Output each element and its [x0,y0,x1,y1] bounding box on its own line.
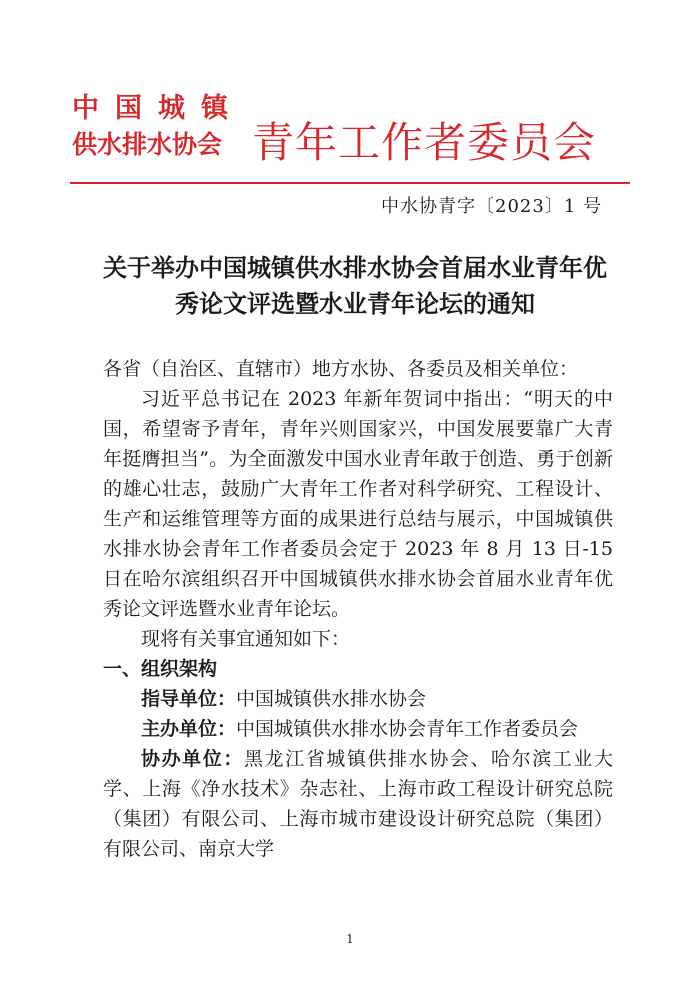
org-item-host [103,714,613,744]
org-item-value: 中国城镇供水排水协会青年工作者委员会 [236,718,579,740]
salutation: 各省（自治区、直辖市）地方水协、各委员及相关单位： [103,358,579,380]
letterhead [72,92,632,170]
notice-lead-paragraph: 现将有关事宜通知如下： [141,628,351,650]
committee-name: 青年工作者委员会 [252,118,597,167]
red-divider [70,182,630,184]
org-item-co-organizers [103,744,613,864]
org-item-value: 黑龙江省城镇供排水协会、哈尔滨工业大学、上海《净水技术》杂志社、上海市政工程设计研究总院（集团）有限公司、上海市城市建设设计研究总院（集团）有限公司、南京大学 [103,748,613,860]
notice-body [103,354,613,864]
document-number: 中水协青字〔2023〕1 号 [381,196,602,217]
org-item-label: 指导单位： [141,688,237,710]
org-item-label: 协办单位： [141,748,244,770]
section-heading: 一、组织架构 [103,658,218,680]
page-number: 1 [346,932,354,946]
org-item-value: 中国城镇供水排水协会 [236,688,427,710]
org-item-label: 主办单位： [141,718,237,740]
intro-paragraph: 习近平总书记在 2023 年新年贺词中指出：“明天的中国，希望寄予青年，青年兴则国家兴，中国发展要靠广大青年挺膺担当”。为全面激发中国水业青年敢于创造、勇于创新的雄心壮志，鼓励广大青年工作者对科学研究、工程设计、生产和运维管理等方面的成果进行总结与展示，中国城镇供水排水协会青年工作者委员会定于 2023 年 8 月 13 日-15 日在哈尔滨组织召开中国城镇供水排水协会首届水业青年优秀论文评选暨水业青年论坛。 [103,388,613,620]
org-name-line2: 供水排水协会 [72,130,223,159]
issuing-organization [72,92,242,164]
org-name-line1: 中国城镇 [72,93,244,124]
org-item-guidance [103,684,613,714]
notice-title: 关于举办中国城镇供水排水协会首届水业青年优秀论文评选暨水业青年论坛的通知 [103,254,607,318]
